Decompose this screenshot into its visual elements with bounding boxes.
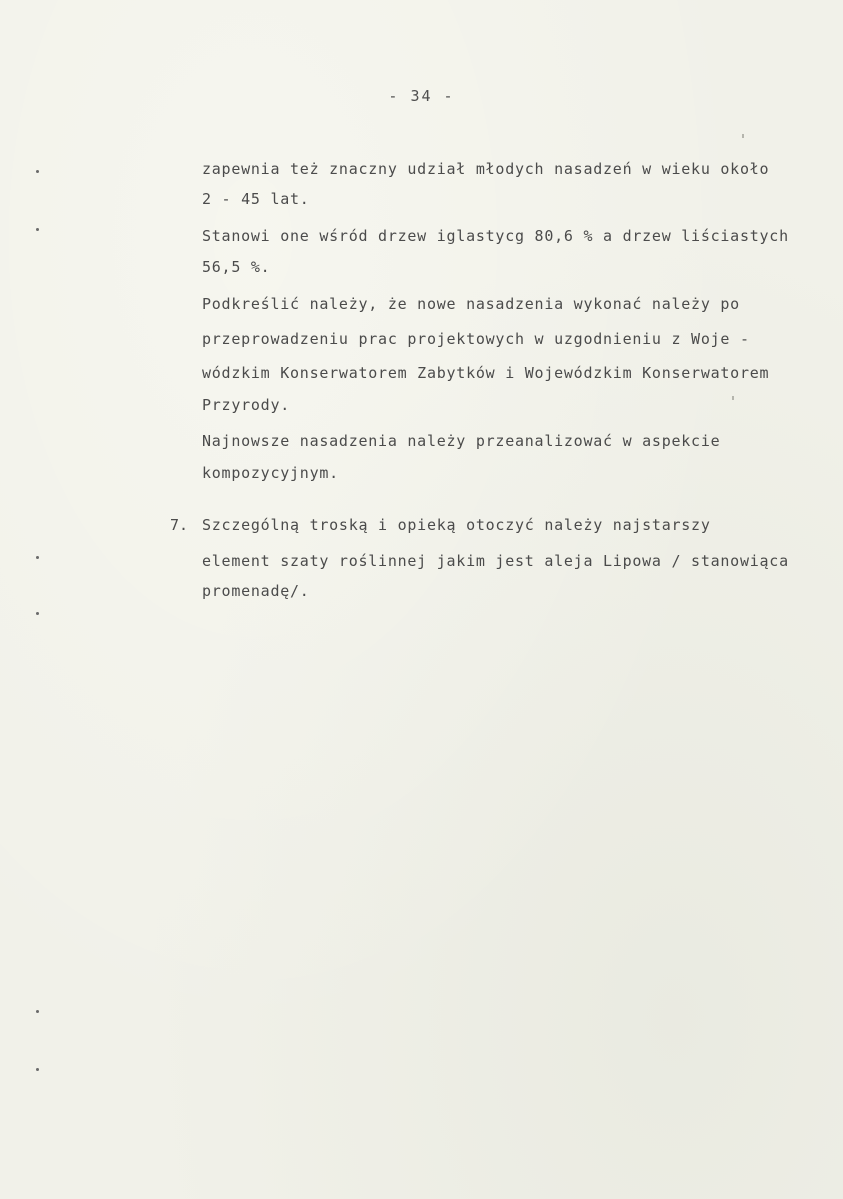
margin-dot [36,1010,39,1013]
margin-dot [36,1068,39,1071]
text-line: Najnowsze nasadzenia należy przeanalizować w aspekcie [202,432,721,450]
paper-speck [742,134,744,138]
text-line: 2 - 45 lat. [202,190,310,208]
text-line: Przyrody. [202,396,291,414]
text-line: promenadę/. [202,582,310,600]
page-number: - 34 - [388,87,455,105]
text-line: zapewnia też znaczny udział młodych nasadzeń w wieku około [202,160,770,178]
text-line: element szaty roślinnej jakim jest aleja Lipowa / stanowiąca [202,552,789,570]
text-line: 56,5 %. [202,258,271,276]
list-item-number: 7. [170,516,189,534]
margin-dot [36,170,39,173]
text-line: przeprowadzeniu prac projektowych w uzgodnieniu z Woje - [202,330,750,348]
margin-dot [36,556,39,559]
text-line: kompozycyjnym. [202,464,339,482]
text-line: wódzkim Konserwatorem Zabytków i Wojewódzkim Konserwatorem [202,364,770,382]
text-line: Szczególną troską i opieką otoczyć należy najstarszy [202,516,711,534]
margin-dot [36,612,39,615]
text-line: Stanowi one wśród drzew iglastycg 80,6 % a drzew liściastych [202,227,789,245]
paper-speck [732,396,734,400]
text-line: Podkreślić należy, że nowe nasadzenia wykonać należy po [202,295,740,313]
margin-dot [36,228,39,231]
